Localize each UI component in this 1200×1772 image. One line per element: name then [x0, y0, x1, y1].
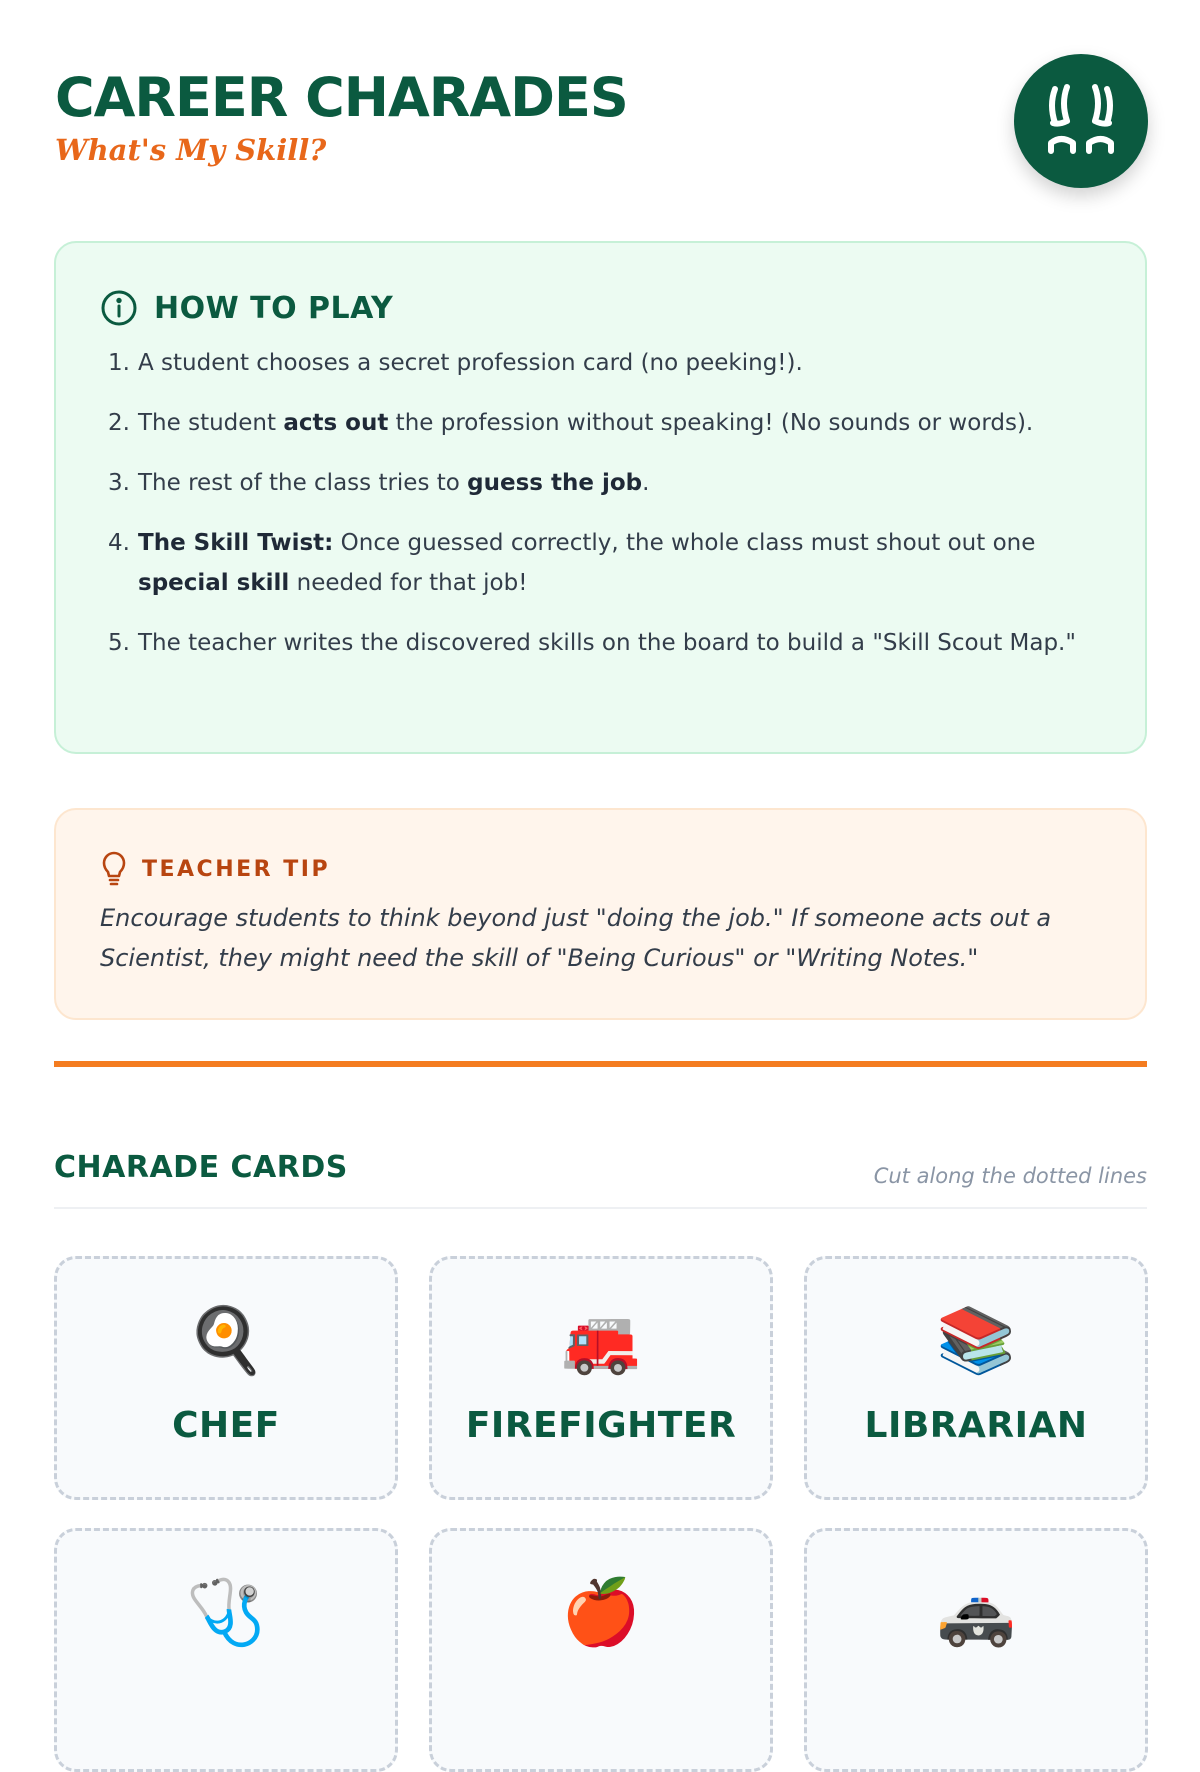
- page-subtitle: What's My Skill?: [55, 133, 327, 167]
- teacher-tip-panel: [54, 808, 1147, 1020]
- card-emoji-icon: 🩺: [186, 1576, 266, 1650]
- card-emoji-icon: 🍎: [561, 1576, 641, 1650]
- step-text: [138, 523, 1118, 603]
- cards-section-title: CHARADE CARDS: [54, 1150, 348, 1185]
- charade-card[interactable]: [804, 1256, 1148, 1500]
- card-emoji-icon: 🚓: [936, 1576, 1016, 1650]
- step-number: 1.: [108, 350, 130, 376]
- info-icon: [100, 289, 138, 327]
- teacher-tip-header: [100, 852, 330, 886]
- step-item: [108, 523, 1118, 603]
- page-header: [55, 66, 1145, 196]
- step-text-part: Once guessed correctly, the whole class must shout out one: [333, 530, 1036, 556]
- how-to-play-panel: [54, 241, 1147, 754]
- charade-card[interactable]: [429, 1528, 773, 1772]
- step-item: [108, 463, 1118, 503]
- teacher-tip-title: TEACHER TIP: [142, 856, 331, 882]
- charade-card[interactable]: [429, 1256, 773, 1500]
- step-text-part: The student: [138, 410, 284, 436]
- step-item: [108, 343, 1118, 383]
- steps-list: [108, 343, 1118, 683]
- how-to-play-header: [100, 289, 393, 327]
- card-label: CHEF: [172, 1405, 280, 1446]
- step-number: 4.: [108, 530, 130, 556]
- step-item: [108, 623, 1118, 663]
- charade-card[interactable]: [54, 1528, 398, 1772]
- step-text-part: the profession without speaking! (No sounds or words).: [388, 410, 1034, 436]
- page-title: CAREER CHARADES: [55, 66, 628, 129]
- charade-card[interactable]: [54, 1256, 398, 1500]
- theater-curtains-icon: [1041, 81, 1121, 161]
- charade-card[interactable]: [804, 1528, 1148, 1772]
- step-text-part: The rest of the class tries to: [138, 470, 468, 496]
- cut-note: Cut along the dotted lines: [873, 1164, 1147, 1188]
- step-text: [138, 623, 1118, 663]
- step-emphasis: guess the job: [467, 470, 643, 496]
- step-text-part: needed for that job!: [289, 570, 528, 596]
- step-number: 2.: [108, 410, 130, 436]
- card-emoji-icon: 📚: [936, 1304, 1016, 1378]
- step-emphasis: The Skill Twist:: [138, 530, 334, 556]
- teacher-tip-text: Encourage students to think beyond just "doing the job." If someone acts out a Scientist, they might need the skill of "Being Curious" or "Writing Notes.": [100, 904, 1052, 972]
- step-item: [108, 403, 1118, 443]
- cards-header-rule: [54, 1207, 1147, 1209]
- step-text: [138, 463, 1118, 503]
- logo-badge: [1014, 54, 1148, 188]
- lightbulb-icon: [100, 852, 128, 886]
- step-text: [138, 343, 1118, 383]
- card-label: FIREFIGHTER: [465, 1405, 737, 1446]
- step-emphasis: special skill: [138, 570, 290, 596]
- step-text-part: A student chooses a secret profession card (no peeking!).: [138, 350, 803, 376]
- step-text-part: The teacher writes the discovered skills on the board to build a "Skill Scout Map.": [138, 630, 1076, 656]
- card-emoji-icon: 🚒: [561, 1304, 641, 1378]
- step-text: [138, 403, 1118, 443]
- step-number: 5.: [108, 630, 130, 656]
- step-number: 3.: [108, 470, 130, 496]
- step-text-part: .: [642, 470, 650, 496]
- how-to-play-title: HOW TO PLAY: [154, 290, 394, 326]
- card-emoji-icon: 🍳: [186, 1304, 266, 1378]
- card-label: LIBRARIAN: [864, 1405, 1088, 1446]
- section-divider: [54, 1061, 1147, 1067]
- step-emphasis: acts out: [283, 410, 389, 436]
